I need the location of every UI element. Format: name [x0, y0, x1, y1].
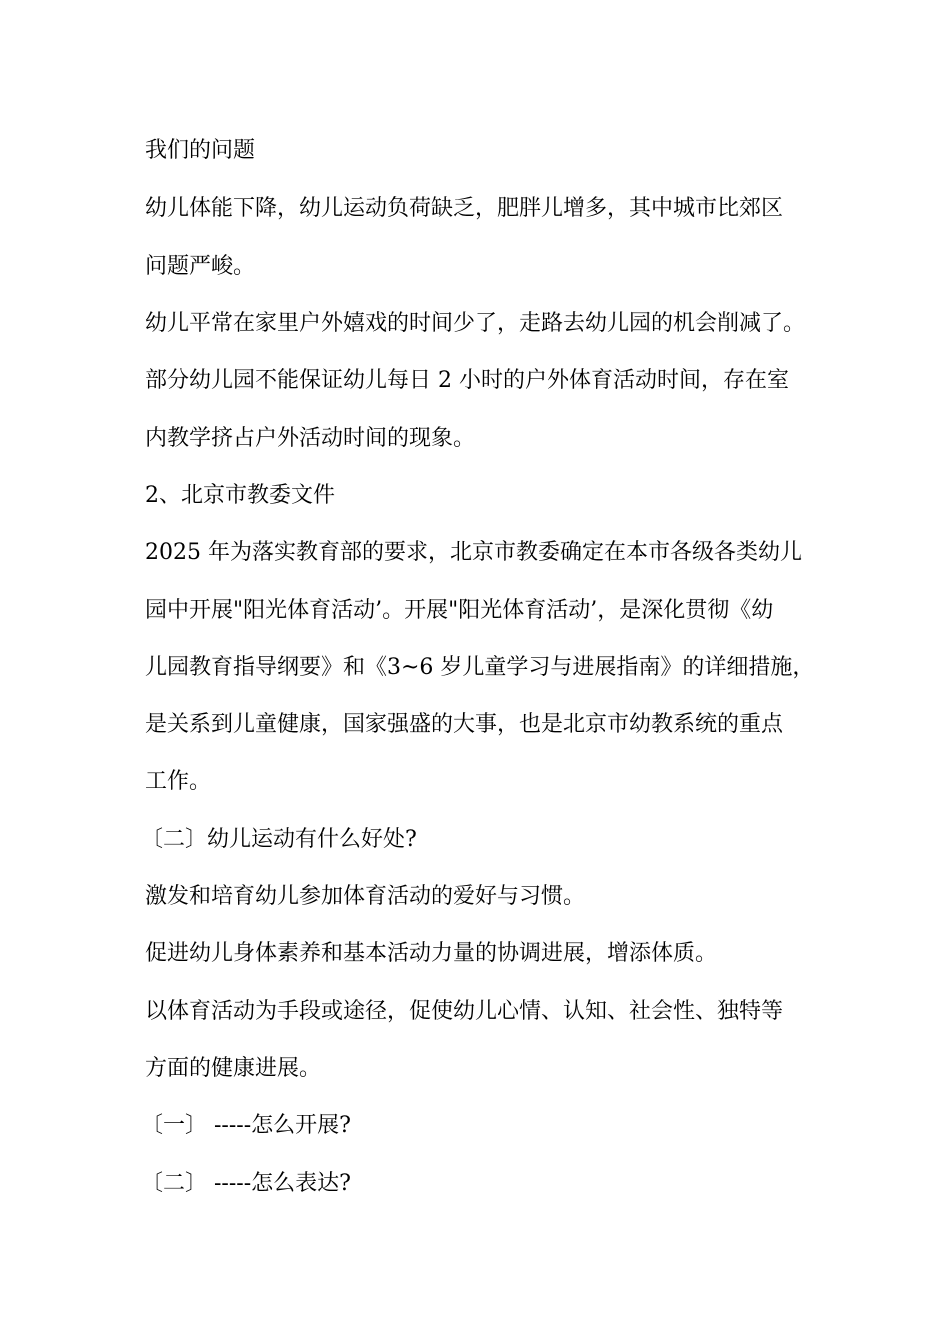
paragraph-line: 方面的健康进展。	[145, 1056, 322, 1081]
paragraph-line: 问题严峻。	[145, 254, 256, 279]
paragraph-line: 2025 年为落实教育部的要求，北京市教委确定在本市各级各类幼儿	[145, 540, 802, 565]
paragraph-line: 幼儿体能下降，幼儿运动负荷缺乏，肥胖儿增多，其中城市比郊区	[145, 196, 784, 221]
paragraph-line: 内教学挤占户外活动时间的现象。	[145, 426, 476, 451]
paragraph-line: 是关系到儿童健康，国家强盛的大事，也是北京市幼教系统的重点	[145, 712, 784, 737]
paragraph-line: 以体育活动为手段或途径，促使幼儿心情、认知、社会性、独特等	[145, 999, 784, 1024]
paragraph-line: 幼儿平常在家里户外嬉戏的时间少了，走路去幼儿园的机会削减了。	[145, 311, 806, 336]
paragraph-line: 促进幼儿身体素养和基本活动力量的协调进展，增添体质。	[145, 941, 718, 966]
section-heading-benefits: 〔二〕幼儿运动有什么好处?	[141, 827, 417, 852]
section-heading-how-to-carry-out: 〔一〕 -----怎么开展?	[141, 1113, 351, 1138]
paragraph-line: 园中开展"阳光体育活动’。开展"阳光体育活动’，是深化贯彻《幼	[145, 598, 774, 623]
paragraph-line: 儿园教育指导纲要》和《3~6 岁儿童学习与进展指南》的详细措施，	[145, 655, 815, 680]
section-heading-how-to-express: 〔二〕 -----怎么表达?	[141, 1171, 351, 1196]
section-heading-our-problems: 我们的问题	[145, 138, 256, 163]
paragraph-line: 部分幼儿园不能保证幼儿每日 2 小时的户外体育活动时间，存在室	[145, 368, 789, 393]
section-heading-beijing-document: 2、北京市教委文件	[145, 483, 335, 508]
paragraph-line: 工作。	[145, 769, 212, 794]
paragraph-line: 激发和培育幼儿参加体育活动的爱好与习惯。	[145, 884, 586, 909]
